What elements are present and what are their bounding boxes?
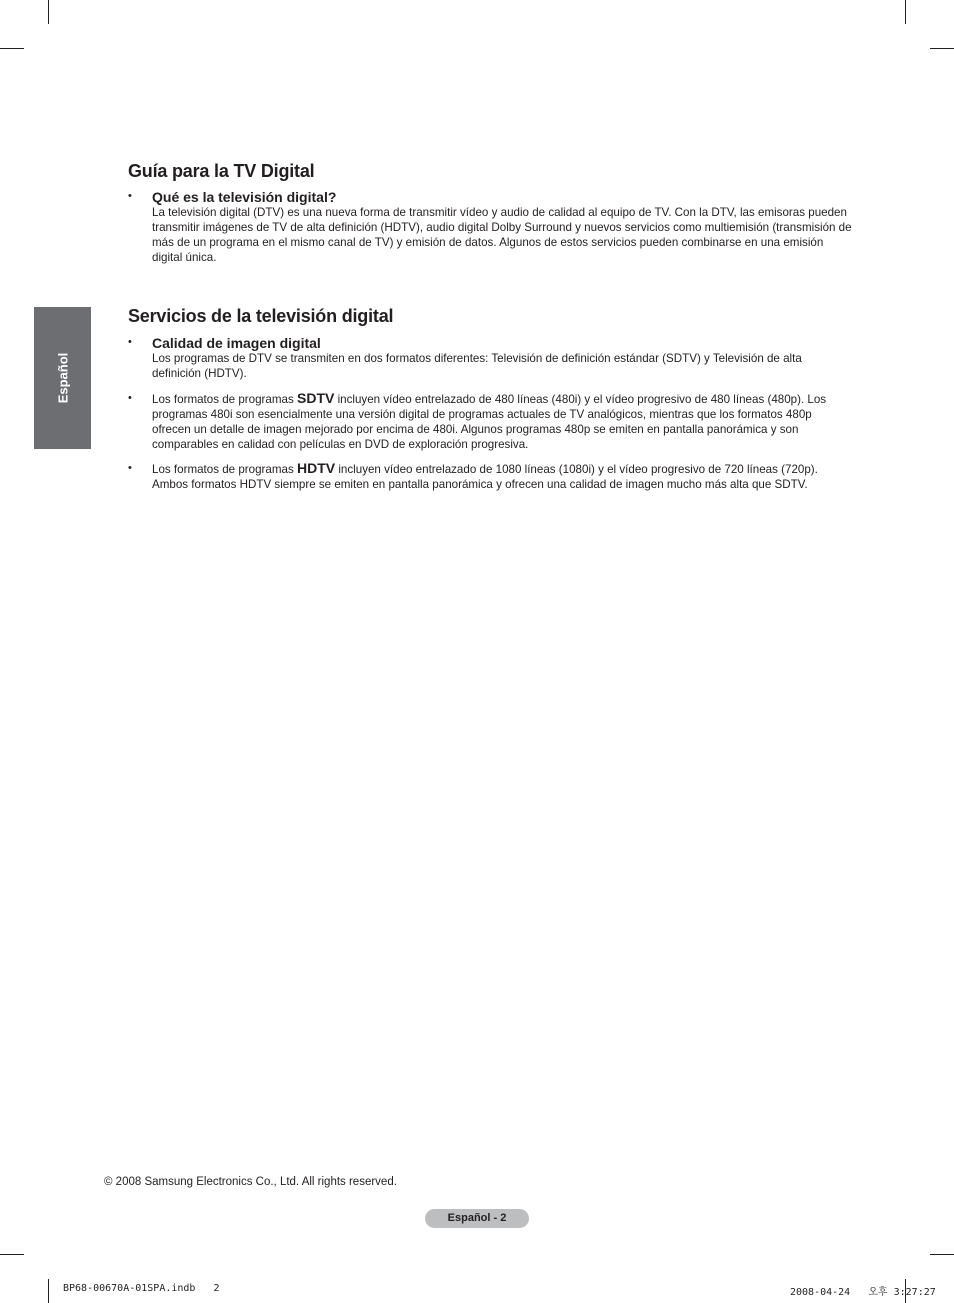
copyright-notice: © 2008 Samsung Electronics Co., Ltd. All rights reserved. [104,1176,397,1188]
item-body [152,461,853,492]
page-number-badge: Español - 2 [425,1209,529,1228]
item-body-suffix: incluyen vídeo entrelazado de 480 líneas (480i) y el vídeo progresivo de 480 líneas (480p). Los programas 480i son esencialmente una versión digital de programas actuales de TV analógicos, mientras que los formatos 480p ofrecen un detalle de imagen mejorado por encima de 480i. Algunos programas 480p se emiten en pantalla panorámica y son comparables en calidad con películas en DVD de exploración progresiva. [152,393,827,451]
item-title: Qué es la televisión digital? [152,189,337,205]
section-title: Servicios de la televisión digital [128,306,394,326]
bullet-list [128,189,853,265]
item-body-prefix: Los formatos de programas [152,463,297,476]
list-item [128,189,853,265]
section-digital-tv-services [128,305,853,492]
crop-mark [48,1279,49,1303]
item-body-prefix: Los formatos de programas [152,393,297,406]
bullet-list [128,335,853,492]
print-file-info: BP68-00670A-01SPA.indb 2 [63,1283,220,1294]
section-digital-tv-guide [128,160,853,265]
list-item [128,391,853,452]
section-title: Guía para la TV Digital [128,161,315,181]
print-timestamp: 2008-04-24 오후 3:27:27 [790,1287,936,1298]
list-item [128,461,853,492]
format-name: HDTV [297,460,336,476]
crop-mark [930,48,954,49]
crop-mark [905,0,906,24]
bullet-icon: • [128,190,132,202]
item-body [152,391,853,452]
language-side-tab [34,307,91,449]
bullet-icon: • [128,392,132,404]
crop-mark [48,0,49,24]
crop-mark [0,1254,24,1255]
item-body: Los programas de DTV se transmiten en dos formatos diferentes: Televisión de definición estándar (SDTV) y Televisión de alta definición (HDTV). [152,352,802,380]
item-body: La televisión digital (DTV) es una nueva forma de transmitir vídeo y audio de calidad al equipo de TV. Con la DTV, las emisoras pueden transmitir imágenes de TV de alta definición (HDTV), audio digital Dolby Surround y nuevos servicios como multiemisión (transmisión de más de un programa en el mismo canal de TV) y emisión de datos. Algunos de estos servicios pueden combinarse en una emisión digital única. [152,206,852,264]
format-name: SDTV [297,390,335,406]
item-title: Calidad de imagen digital [152,335,321,351]
list-item [128,335,853,381]
crop-mark [930,1254,954,1255]
bullet-icon: • [128,462,132,474]
bullet-icon: • [128,336,132,348]
item-body-suffix: incluyen vídeo entrelazado de 1080 líneas (1080i) y el vídeo progresivo de 720 líneas (720p). Ambos formatos HDTV siempre se emiten en pantalla panorámica y ofrecen una calidad de imagen mucho más alta que SDTV. [152,463,818,491]
language-side-tab-label: Español [55,352,70,404]
crop-mark [0,48,24,49]
